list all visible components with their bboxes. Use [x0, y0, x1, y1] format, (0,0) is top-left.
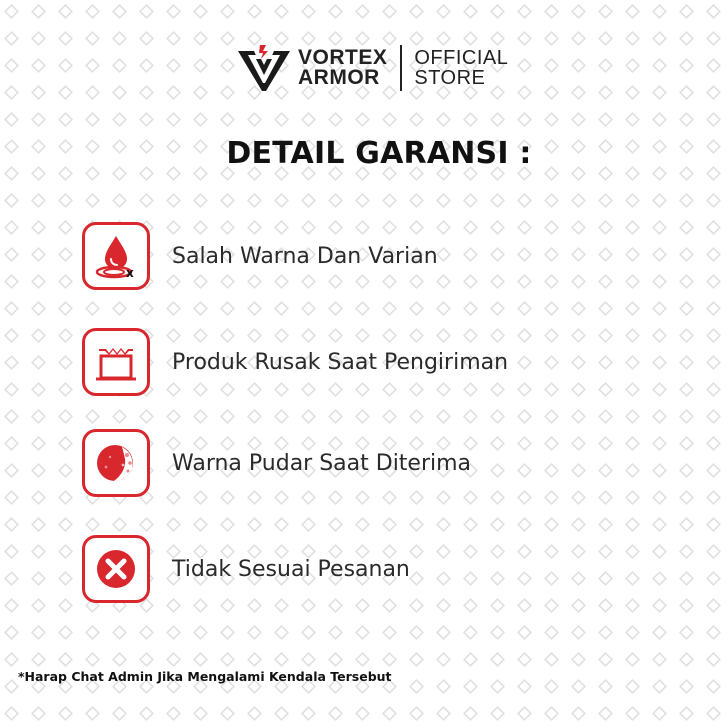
- icon-frame: [82, 222, 150, 290]
- header-divider: [400, 45, 402, 91]
- svg-text:x: x: [126, 266, 134, 280]
- damaged-box-icon: [92, 338, 140, 386]
- icon-frame: [82, 429, 150, 497]
- page-title: DETAIL GARANSI :: [226, 136, 532, 171]
- brand-name: [298, 48, 387, 88]
- item-label: Warna Pudar Saat Diterima: [172, 450, 472, 476]
- faded-color-icon: [92, 439, 140, 487]
- brand-header: [236, 42, 508, 94]
- warranty-item-not-as-ordered: [82, 535, 410, 603]
- icon-frame: [82, 328, 150, 396]
- brand-name-line1: VORTEX: [298, 46, 388, 69]
- paint-drop-icon: [92, 232, 140, 280]
- item-label: Tidak Sesuai Pesanan: [172, 556, 410, 582]
- store-line2: STORE: [414, 67, 486, 89]
- official-store-label: [414, 48, 508, 88]
- footnote: *Harap Chat Admin Jika Mengalami Kendala Tersebut: [18, 669, 392, 684]
- warranty-item-damaged-shipping: [82, 328, 508, 396]
- warranty-item-wrong-color: [82, 222, 438, 290]
- icon-frame: [82, 535, 150, 603]
- warranty-item-faded-color: [82, 429, 471, 497]
- item-label: Produk Rusak Saat Pengiriman: [172, 349, 509, 375]
- item-label: Salah Warna Dan Varian: [172, 243, 438, 269]
- cross-circle-icon: [92, 545, 140, 593]
- vortex-armor-logo-icon: [236, 43, 292, 93]
- store-line1: OFFICIAL: [414, 47, 509, 69]
- brand-name-line2: ARMOR: [298, 66, 380, 89]
